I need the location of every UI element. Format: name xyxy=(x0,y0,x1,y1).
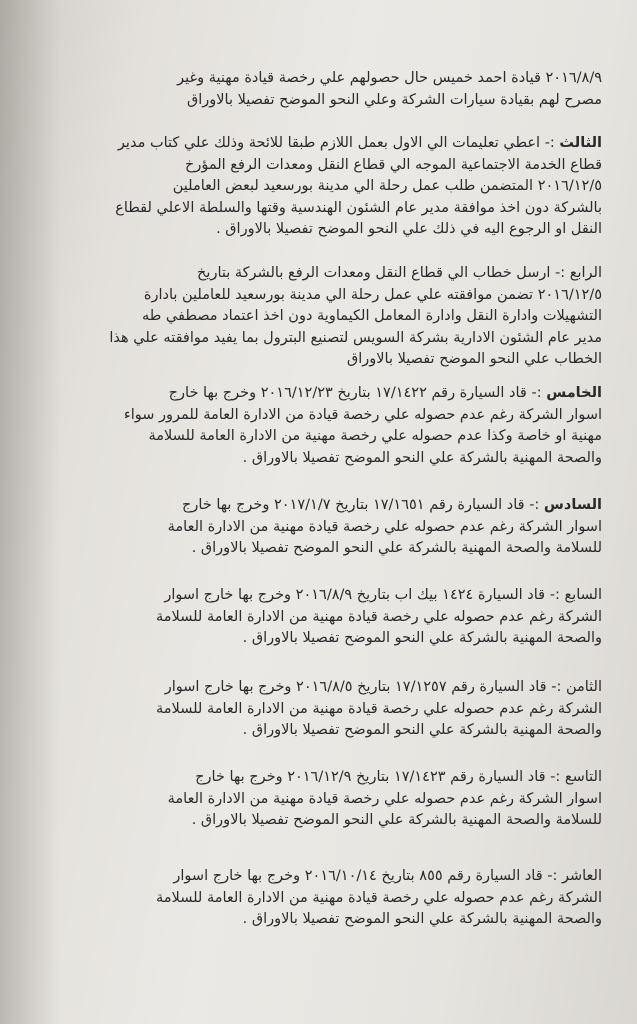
text-line: اسوار الشركة رغم عدم حصوله علي رخصة قيادة من الادارة العامة للمرور سواء xyxy=(123,406,602,423)
text-line: والصحة المهنية بالشركة علي النحو الموضح تفصيلا بالاوراق . xyxy=(242,911,602,927)
text-line xyxy=(115,133,602,155)
paragraph-sixth xyxy=(168,495,602,560)
text-line-content: :- قاد السيارة رقم ١٧/١٦٥١ بتاريخ ٢٠١٧/١/٧ وخرج بها خارج xyxy=(181,497,540,513)
text-line: بالشركة دون اخذ موافقة مدير عام الشئون الهندسية وقتها والسلطة الاعلي لقطاع xyxy=(115,199,602,216)
paragraph-seventh xyxy=(156,585,602,650)
paragraph-third xyxy=(115,133,602,241)
text-line: اسوار الشركة رغم عدم حصوله علي رخصة قيادة مهنية من الادارة العامة xyxy=(167,790,602,807)
text-line-content: :- اعطي تعليمات الي الاول بعمل اللازم طبقا للائحة وذلك علي كتاب مدير xyxy=(117,135,555,151)
item-label: السادس xyxy=(543,497,602,513)
text-line-content: :- قاد السيارة رقم ١٧/١٤٢٢ بتاريخ ٢٠١٦/١٢/٢٣ وخرج بها خارج xyxy=(168,385,542,401)
text-line: النقل او الرجوع اليه في ذلك علي النحو الموضح تفصيلا بالاوراق . xyxy=(216,221,602,237)
text-line: السابع :- قاد السيارة ١٤٢٤ بيك اب بتاريخ ٢٠١٦/٨/٩ وخرج بها خارج اسوار xyxy=(164,587,602,603)
text-line: التاسع :- قاد السيارة رقم ١٧/١٤٢٣ بتاريخ ٢٠١٦/١٢/٩ وخرج بها خارج xyxy=(195,769,602,785)
paragraph-tenth xyxy=(156,866,602,931)
text-line: والصحة المهنية بالشركة علي النحو الموضح تفصيلا بالاوراق . xyxy=(242,722,602,738)
text-line xyxy=(168,495,602,517)
item-label: الثالث xyxy=(559,135,602,151)
paragraph-fifth xyxy=(124,383,602,469)
paragraph-intro xyxy=(177,68,602,111)
text-line: مدير عام الشئون الادارية بشركة السويس لتصنيع البترول بما يفيد موافقته علي هذا xyxy=(109,329,602,346)
text-line: للسلامة والصحة المهنية بالشركة علي النحو الموضح تفصيلا بالاوراق . xyxy=(191,540,602,556)
text-line: الرابع :- ارسل خطاب الي قطاع النقل ومعدات الرفع بالشركة بتاريخ xyxy=(197,265,602,281)
text-line: مصرح لهم بقيادة سيارات الشركة وعلي النحو الموضح تفصيلا بالاوراق xyxy=(186,91,602,108)
text-line: والصحة المهنية بالشركة علي النحو الموضح تفصيلا بالاوراق . xyxy=(242,449,602,466)
text-line: الشركة رغم عدم حصوله علي رخصة قيادة مهنية من الادارة العامة للسلامة xyxy=(156,889,602,906)
text-line: التشهيلات وادارة النقل وادارة المعامل الكيماوية دون اخذ اعتماد مصطفي طه xyxy=(141,308,602,324)
text-line xyxy=(124,383,602,405)
text-line: الخطاب علي النحو الموضح تفصيلا بالاوراق xyxy=(347,351,602,367)
text-line: والصحة المهنية بالشركة علي النحو الموضح تفصيلا بالاوراق . xyxy=(242,630,602,646)
paragraph-ninth xyxy=(168,767,602,832)
text-line: للسلامة والصحة المهنية بالشركة علي النحو الموضح تفصيلا بالاوراق . xyxy=(191,812,602,828)
paragraph-fourth xyxy=(109,263,602,371)
text-line: ٢٠١٦/٨/٩ قيادة احمد خميس حال حصولهم علي رخصة قيادة مهنية وغير xyxy=(177,70,602,86)
text-line: العاشر :- قاد السيارة رقم ٨٥٥ بتاريخ ٢٠١٦/١٠/١٤ وخرج بها خارج اسوار xyxy=(173,868,602,884)
text-line: الثامن :- قاد السيارة رقم ١٧/١٢٥٧ بتاريخ ٢٠١٦/٨/٥ وخرج بها خارج اسوار xyxy=(164,679,602,695)
text-line: الشركة رغم عدم حصوله علي رخصة قيادة مهنية من الادارة العامة للسلامة xyxy=(156,608,602,625)
page-shadow xyxy=(0,0,60,1024)
item-label: الخامس xyxy=(546,385,602,401)
text-line: اسوار الشركة رغم عدم حصوله علي رخصة قيادة مهنية من الادارة العامة xyxy=(167,518,602,535)
paragraph-eighth xyxy=(156,677,602,742)
text-line: الشركة رغم عدم حصوله علي رخصة قيادة مهنية من الادارة العامة للسلامة xyxy=(156,700,602,717)
text-line: ٢٠١٦/١٢/٥ المتضمن طلب عمل رحلة الي مدينة بورسعيد لبعض العاملين xyxy=(172,178,602,194)
text-line: مهنية او خاصة وكذا عدم حصوله علي رخصة مهنية من الادارة العامة للسلامة xyxy=(148,428,602,444)
text-line: قطاع الخدمة الاجتماعية الموجه الي قطاع النقل ومعدات الرفع المؤرخ xyxy=(184,156,602,173)
text-line: ٢٠١٦/١٢/٥ تضمن موافقته علي عمل رحلة الي مدينة بورسعيد للعاملين بادارة xyxy=(143,286,602,303)
